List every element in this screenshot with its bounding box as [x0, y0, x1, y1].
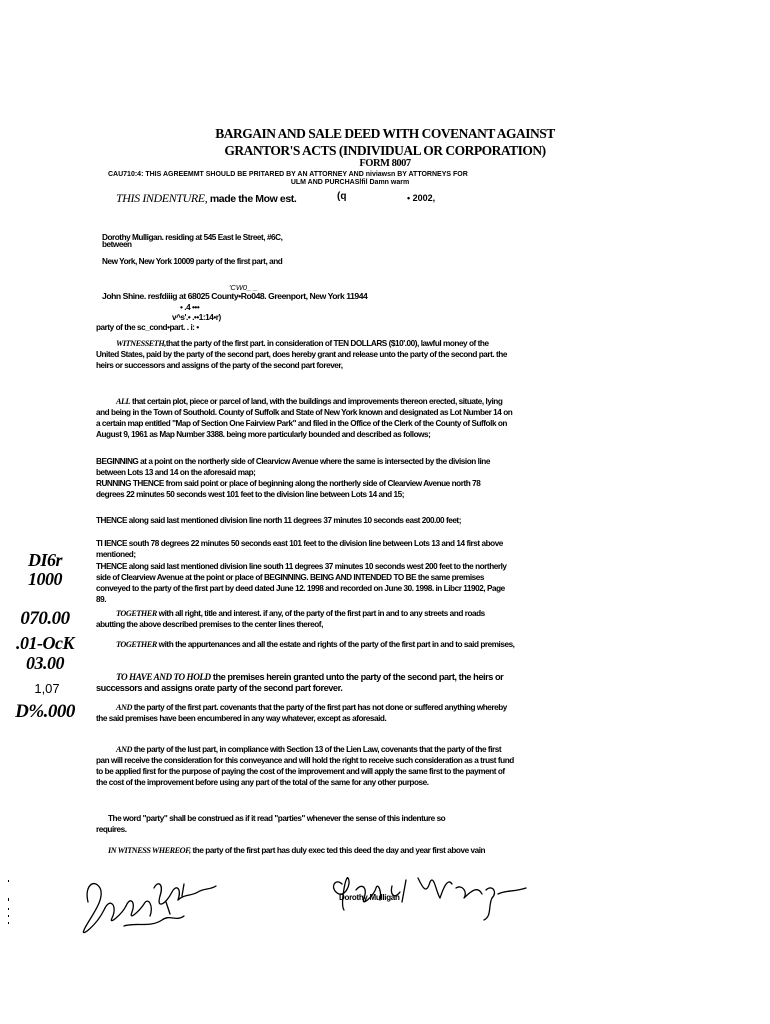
- deed-title-line-2: GRANTOR'S ACTS (INDIVIDUAL OR CORPORATION): [224, 143, 546, 158]
- margin-note: D%.000: [15, 701, 75, 722]
- notice-line-2: ULM AND PURCHASlfil Damn warm: [290, 179, 410, 186]
- scan-mark: [8, 908, 9, 910]
- margin-note: 1000: [28, 569, 62, 589]
- all-lead: ALL: [116, 397, 131, 406]
- witness-signature: [66, 866, 256, 940]
- scribble-line-2: v^s'.• .••1:14•r): [172, 313, 221, 322]
- deed-title-line-1: BARGAIN AND SALE DEED WITH COVENANT AGAINST: [215, 126, 555, 141]
- grantor-printed-name: Dorothy Mulligan: [339, 893, 400, 902]
- party-word-paragraph: The word "party" shall be construed as if it read "parties" whenever the sense of this indenture so requires.: [96, 814, 446, 834]
- margin-note: 070.00: [20, 608, 70, 629]
- together2-lead: TOGETHER: [116, 640, 157, 649]
- and1-text: the party of the first part. covenants that the party of the first part has not done or suffered anything whereby the said premises have been encumbered in any way whatever, except as aforesaid.: [96, 703, 507, 723]
- inwitness-lead: IN WITNESS WHEREOF,: [108, 846, 191, 855]
- beginning-clause: BEGINNING at a point on the northerly side of Clearvicw Avenue where the same is intersected by the division line between Lots 13 and 14 on the aforesaid map;: [96, 457, 490, 477]
- witnesseth-lead: WITNESSETH,: [116, 339, 166, 348]
- and2-lead: AND: [116, 745, 132, 754]
- together2-text: with the appurtenances and all the estate and rights of the party of the first part in and to said premises,: [156, 640, 515, 649]
- tohave-text: the premises herein granted unto the party of the second part, the heirs or successors and assigns orate party of the second part forever.: [96, 672, 504, 693]
- tohave-lead: TO HAVE AND TO HOLD: [116, 672, 211, 682]
- second-party-label: party of the sc_cond•part. . i: •: [96, 323, 199, 332]
- together1-text: with all right, title and interest. if any, of the party of the first part in and to any streets and roads abutting the above described premises to the center lines thereof,: [96, 609, 485, 629]
- lien-law-paragraph: [96, 745, 514, 789]
- together1-lead: TOGETHER: [116, 609, 157, 618]
- form-number: FORM 8007: [359, 158, 411, 169]
- annotation-top: 'CW0_ _: [229, 283, 258, 292]
- in-witness-paragraph: [96, 846, 510, 857]
- covenant-paragraph: [96, 703, 510, 725]
- first-party-address: New York, New York 10009 party of the first part, and: [102, 257, 283, 266]
- indenture-lead: THIS INDENTURE,: [116, 191, 208, 205]
- thence-clause-3: THENCE along said last mentioned division line south 11 degrees 37 minutes 10 seconds west 200 feet to the northerly side of Clearview Avenue at the point or place of BEGINNING. BEING AND INTENDED TO BE the same premises conveyed to the party of the first part by deed dated June 12. 1998 and recorded on June 30. 1998. in Libcr 11902, Page 89.: [96, 562, 507, 604]
- scan-mark: [8, 880, 9, 882]
- inwitness-text: the party of the first part has duly exec ted this deed the day and year first above vain: [190, 846, 486, 855]
- and1-lead: AND: [116, 703, 132, 712]
- between-label: between: [102, 240, 132, 249]
- margin-note: .01-OcK: [16, 633, 74, 653]
- and2-text: the party of the lust part, in compliance with Section 13 of the Lien Law, covenants that the party of the first pan will receive the consideration for this conveyance and will hold the right to receive such consideration as a trust fund to be applied first for the purpose of paying the cost of the improvement and will apply the same first to the payment of the cost of the improvement before using any part of the total of the same for any other purpose.: [96, 745, 514, 787]
- notice-line-1: CAU710:4: THIS AGREEMMT SHOULD BE PRITARED BY AN ATTORNEY AND niviawsn BY ATTORNEYS FOR: [108, 171, 468, 178]
- margin-note: DI6r: [27, 550, 62, 570]
- indenture-year: • 2002,: [407, 193, 436, 203]
- scan-mark: [8, 898, 9, 901]
- indenture-mark: (q: [337, 191, 347, 202]
- all-text: that certain plot, piece or parcel of land, with the buildings and improvements thereon erected, situate, lying and being in the Town of Southold. County of Suffolk and State of New York known and designated as Lot Number 14 on a certain map entitled "Map of Section One Fairview Park" and filed in the Office of the Clerk of the County of Suffolk on August 9, 1961 as Map Number 3388. being more particularly bounded and described as follows;: [96, 397, 513, 439]
- to-have-paragraph: [96, 672, 512, 694]
- margin-note: 03.00: [26, 653, 64, 673]
- scan-mark: [8, 915, 9, 917]
- margin-note: 1,07: [34, 681, 60, 696]
- indenture-line: [116, 191, 296, 206]
- second-party: John Shine. resfdiiig at 68025 County•Ro048. Greenport, New York 11944: [102, 291, 368, 301]
- witnesseth-paragraph: [96, 339, 510, 372]
- together-paragraph-1: [96, 609, 510, 631]
- all-paragraph: [96, 397, 516, 441]
- indenture-rest: made the Mow est.: [207, 193, 297, 205]
- scribble-line-1: • .4 •••: [180, 303, 200, 312]
- witnesseth-text: that the party of the first part. in consideration of TEN DOLLARS ($10'.00), lawful money of the United States, paid by the party of the second part, does hereby grant and release unto the party of the second part. the heirs or successors and assigns of the party of the second part forever,: [96, 339, 507, 370]
- scan-mark: [8, 922, 9, 924]
- first-party-name: Dorothy Mulligan. residing at 545 East le Street, #6C,: [102, 233, 283, 242]
- thence-clause-1: THENCE along said last mentioned division line north 11 degrees 37 minutes 10 seconds east 200.00 feet;: [96, 516, 461, 525]
- together-paragraph-2: [96, 640, 516, 651]
- thence-clause-2: TI IENCE south 78 degrees 22 minutes 50 seconds east 101 feet to the division line between Lots 13 and 14 first above mentioned;: [96, 539, 503, 559]
- running-clause: RUNNING THENCE from said point or place of beginning along the northerly side of Clearview Avenue north 78 degrees 22 minutes 50 seconds west 101 feet to the division line between Lots 14 and 15;: [96, 479, 481, 499]
